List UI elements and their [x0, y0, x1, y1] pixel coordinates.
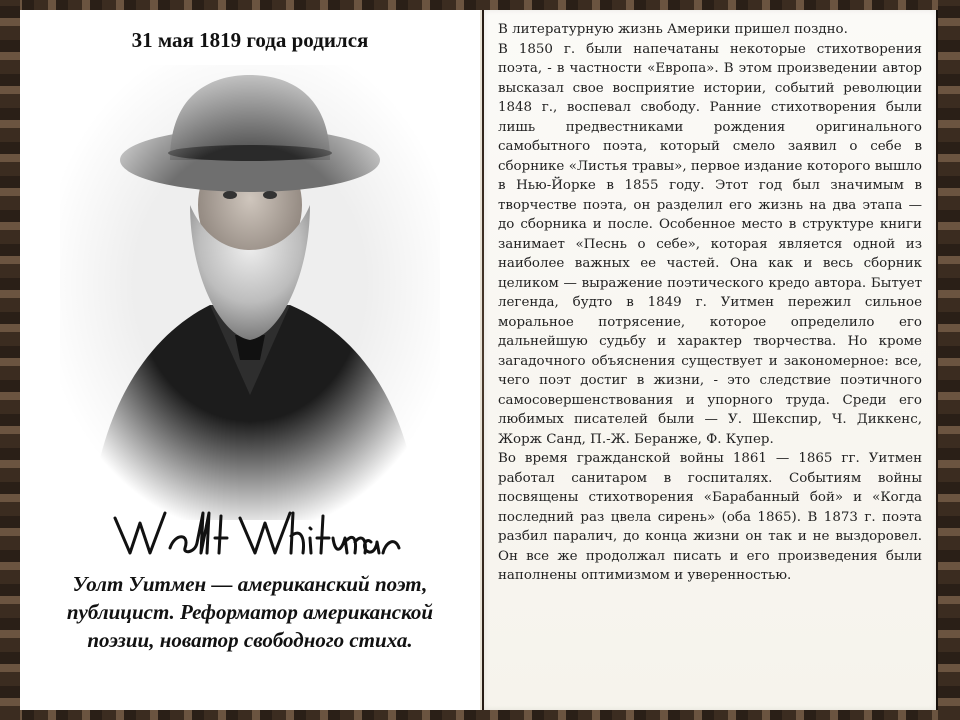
frame-left-border [0, 0, 20, 720]
left-panel [20, 10, 482, 710]
biography-paragraph-3: Во время гражданской войны 1861 — 1865 гг. Уитмен работал санитаром в госпиталях. Событиям войны посвящены стихотворения «Барабанный бой» и «Когда последний раз цвела сирень» (оба 1865). В 1873 г. поэта разбил паралич, до конца жизни он так и не выздоровел. Он все же продолжал писать и его произведения были наполнены оптимизмом и уверенностью. [498, 451, 922, 583]
biography-text [498, 20, 922, 586]
frame-top-border [0, 0, 960, 10]
portrait-caption: Уолт Уитмен — американский поэт, публицист. Реформатор американской поэзии, новатор свободного стиха. [66, 572, 434, 652]
slide-title: 31 мая 1819 года родился [131, 28, 369, 52]
biography-paragraph-2: В 1850 г. были напечатаны некоторые стихотворения поэта, - в частности «Европа». В этом произведении автор высказал свое восприятие истории, событий революции 1848 г., воспевал свободу. Ранние стихотворения были лишь предвестниками рождения оригинального самобытного поэта, который смело заявил о себе в сборнике «Листья травы», первое издание которого вышло в Нью-Йорке в 1855 году. Этот год был значимым в творчестве поэта, он разделил его жизнь на два этапа — до сборника и после. Особенное место в структуре книги занимает «Песнь о себе», которая является одной из наиболее важных ее частей. Она как и весь сборник целиком — выражение поэтического кредо автора. Бытует легенда, будто в 1849 г. Уитмен пережил сильное моральное потрясение, которое определило его дальнейшую судьбу и характер творчества. Но кроме загадочного объяснения существует и закономерное: все, чего поэт достиг в жизни, - это следствие поэтичного самосовершенствования и упорного труда. Среди его любимых писателей были — У. Шекспир, Ч. Диккенс, Жорж Санд, П.-Ж. Беранже, Ф. Купер. [498, 41, 922, 447]
biography-paragraph-1: В литературную жизнь Америки пришел поздно. [498, 22, 848, 37]
right-panel [484, 10, 936, 710]
frame-bottom-border [0, 710, 960, 720]
signature-image [105, 498, 405, 568]
frame-right-border [938, 0, 960, 720]
portrait-photo [60, 65, 440, 520]
